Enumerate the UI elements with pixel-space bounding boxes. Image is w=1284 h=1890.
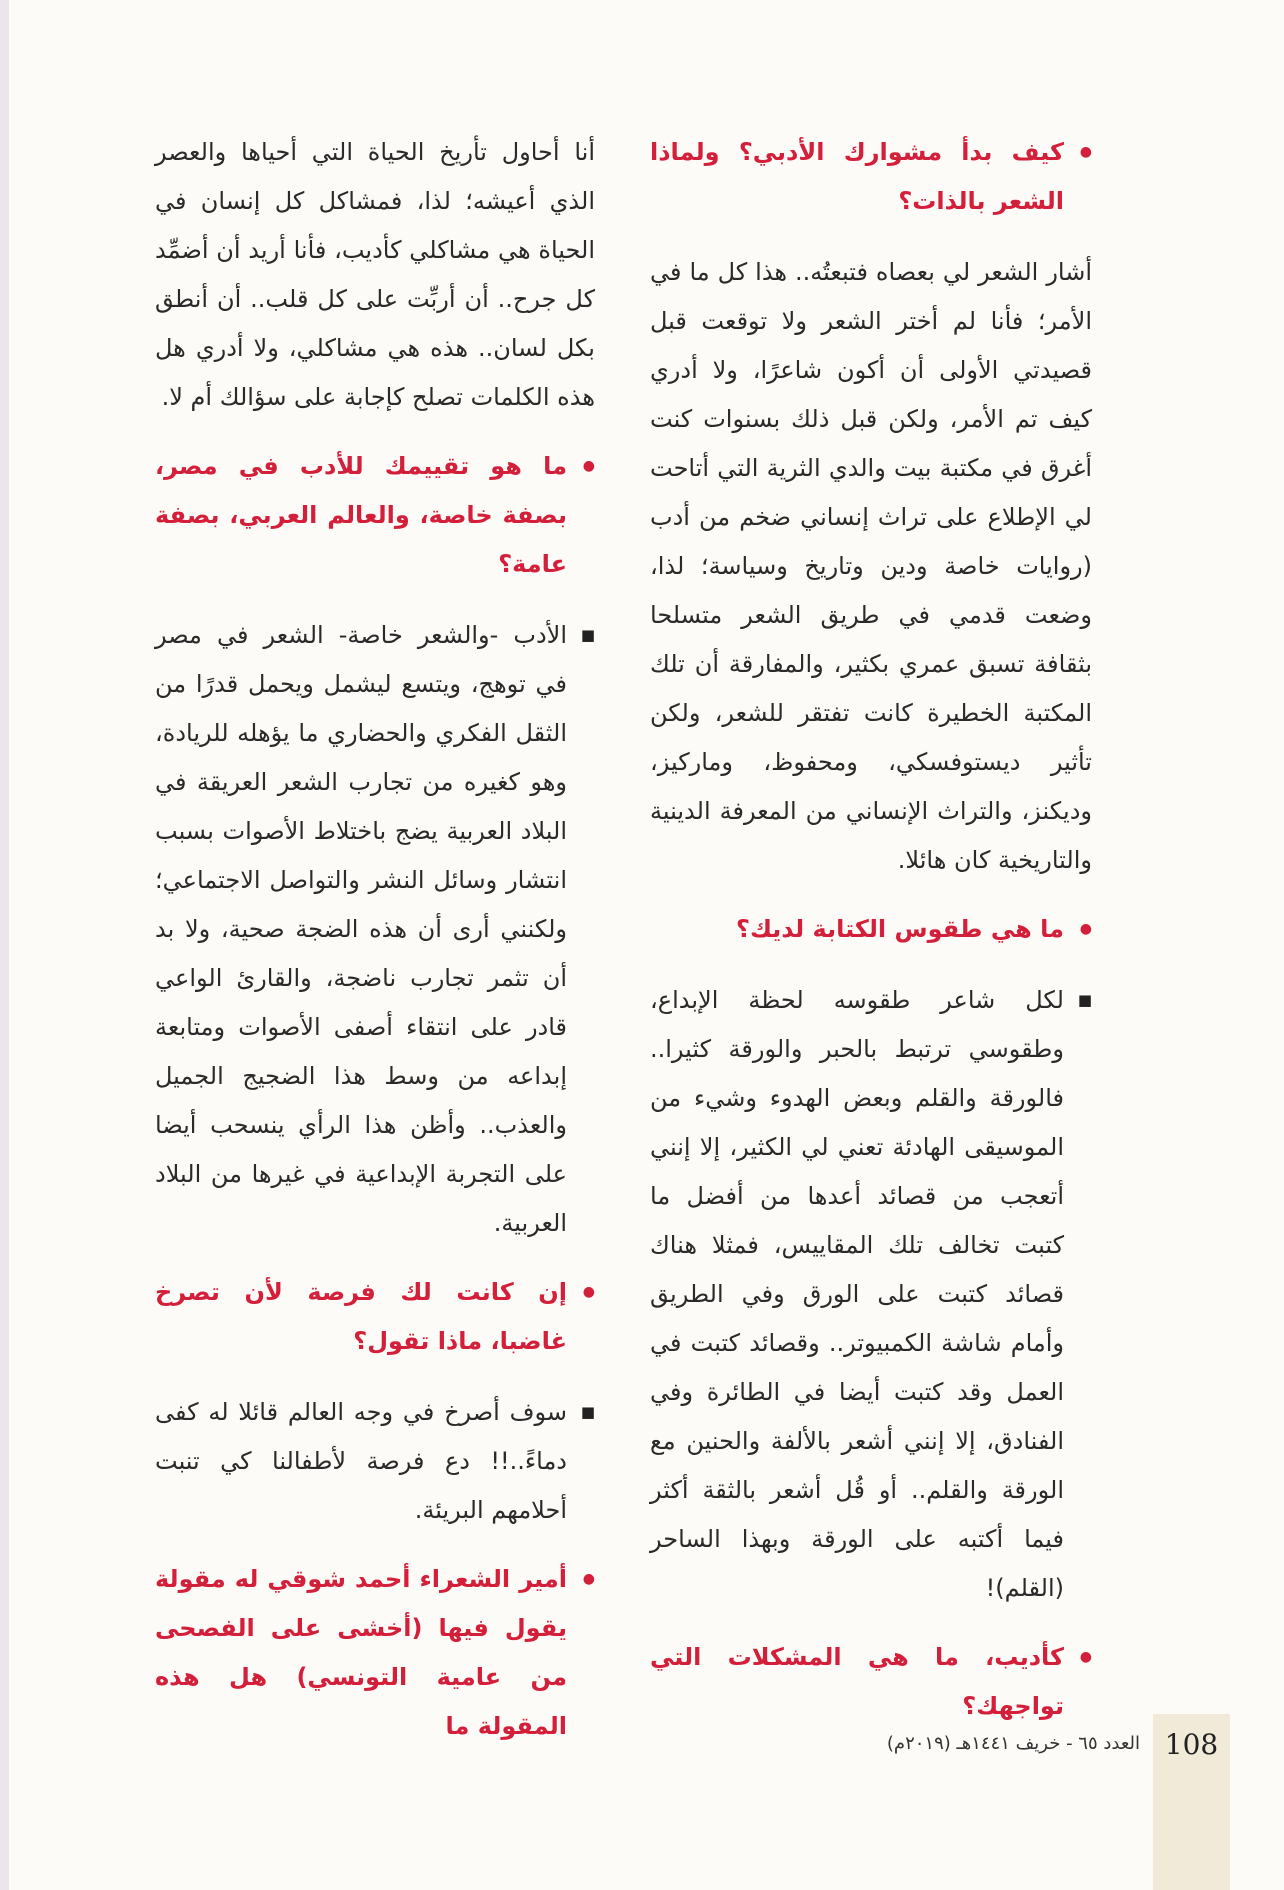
question-3: ● كأديب، ما هي المشكلات التي تواجهك؟ — [650, 1633, 1092, 1731]
question-1: ● كيف بدأ مشوارك الأدبي؟ ولماذا الشعر بالذات؟ — [650, 128, 1092, 226]
question-4: ● ما هو تقييمك للأدب في مصر، بصفة خاصة، والعالم العربي، بصفة عامة؟ — [155, 442, 595, 589]
page-number: 108 — [1164, 1728, 1219, 1761]
answer-1: أشار الشعر لي بعصاه فتبعتُه.. هذا كل ما في الأمر؛ فأنا لم أختر الشعر ولا توقعت قبل قصيدتي الأولى أن أكون شاعرًا، ولا أدري كيف تم الأمر، ولكن قبل ذلك بسنوات كنت أغرق في مكتبة بيت والدي الثرية التي أتاحت لي الإطلاع على تراث إنساني ضخم من أدب (روايات خاصة ودين وتاريخ وسياسة؛ لذا، وضعت قدمي في طريق الشعر متسلحا بثقافة تسبق عمري بكثير، والمفارقة أن تلك المكتبة الخطيرة كانت تفتقر للشعر، ولكن تأثير ديستوفسكي، ومحفوظ، وماركيز، وديكنز، والتراث الإنساني من المعرفة الدينية والتاريخية كان هائلا. — [650, 258, 1092, 874]
answer-4: ■ الأدب -والشعر خاصة- الشعر في مصر في توهج، ويتسع ليشمل ويحمل قدرًا من الثقل الفكري والحضاري ما يؤهله للريادة، وهو كغيره من تجارب الشعر العريقة في البلاد العربية يضج باختلاط الأصوات بسبب انتشار وسائل النشر والتواصل الاجتماعي؛ ولكنني أرى أن هذه الضجة صحية، ولا بد أن تثمر تجارب ناضجة، والقارئ الواعي قادر على انتقاء أصفى الأصوات ومتابعة إبداعه من وسط هذا الضجيج الجميل والعذب.. وأظن هذا الرأي ينسحب أيضا على التجربة الإبداعية في غيرها من البلاد العربية. — [155, 611, 595, 1248]
answer-5: ■ سوف أصرخ في وجه العالم قائلا له كفى دماءً..!! دع فرصة لأطفالنا كي تنبت أحلامهم البريئة. — [155, 1388, 595, 1535]
question-5: ● إن كانت لك فرصة لأن تصرخ غاضبا، ماذا تقول؟ — [155, 1268, 595, 1366]
answer-3-continued: أنا أحاول تأريخ الحياة التي أحياها والعصر الذي أعيشه؛ لذا، فمشاكل كل إنسان في الحياة هي مشاكلي كأديب، فأنا أريد أن أضمِّد كل جرح.. أن أربِّت على كل قلب.. أن أنطق بكل لسان.. هذه هي مشاكلي، ولا أدري هل هذه الكلمات تصلح كإجابة على سؤالك أم لا. — [155, 138, 595, 411]
left-column — [155, 128, 595, 1773]
issue-info: العدد ٦٥ - خريف ١٤٤١هـ (٢٠١٩م) — [886, 1733, 1140, 1754]
answer-2: ■ لكل شاعر طقوسه لحظة الإبداع، وطقوسي ترتبط بالحبر والورقة كثيرا.. فالورقة والقلم وبعض الهدوء وشيء من الموسيقى الهادئة تعني لي الكثير، إلا إنني أتعجب من قصائد أعدها من أفضل ما كتبت تخالف تلك المقاييس، فمثلا هناك قصائد كتبت على الورق وفي الطريق وأمام شاشة الكمبيوتر.. وقصائد كتبت في العمل وقد كتبت أيضا في الطائرة وفي الفنادق، إلا إنني أشعر بالألفة والحنين مع الورقة والقلم.. أو قُل أشعر بالثقة أكثر فيما أكتبه على الورقة وبهذا الساحر (القلم)! — [650, 976, 1092, 1613]
right-column — [650, 128, 1092, 1753]
question-2: ● ما هي طقوس الكتابة لديك؟ — [650, 905, 1092, 954]
question-6: ● أمير الشعراء أحمد شوقي له مقولة يقول فيها (أخشى على الفصحى من عامية التونسي) هل هذه المقولة ما — [155, 1555, 595, 1751]
